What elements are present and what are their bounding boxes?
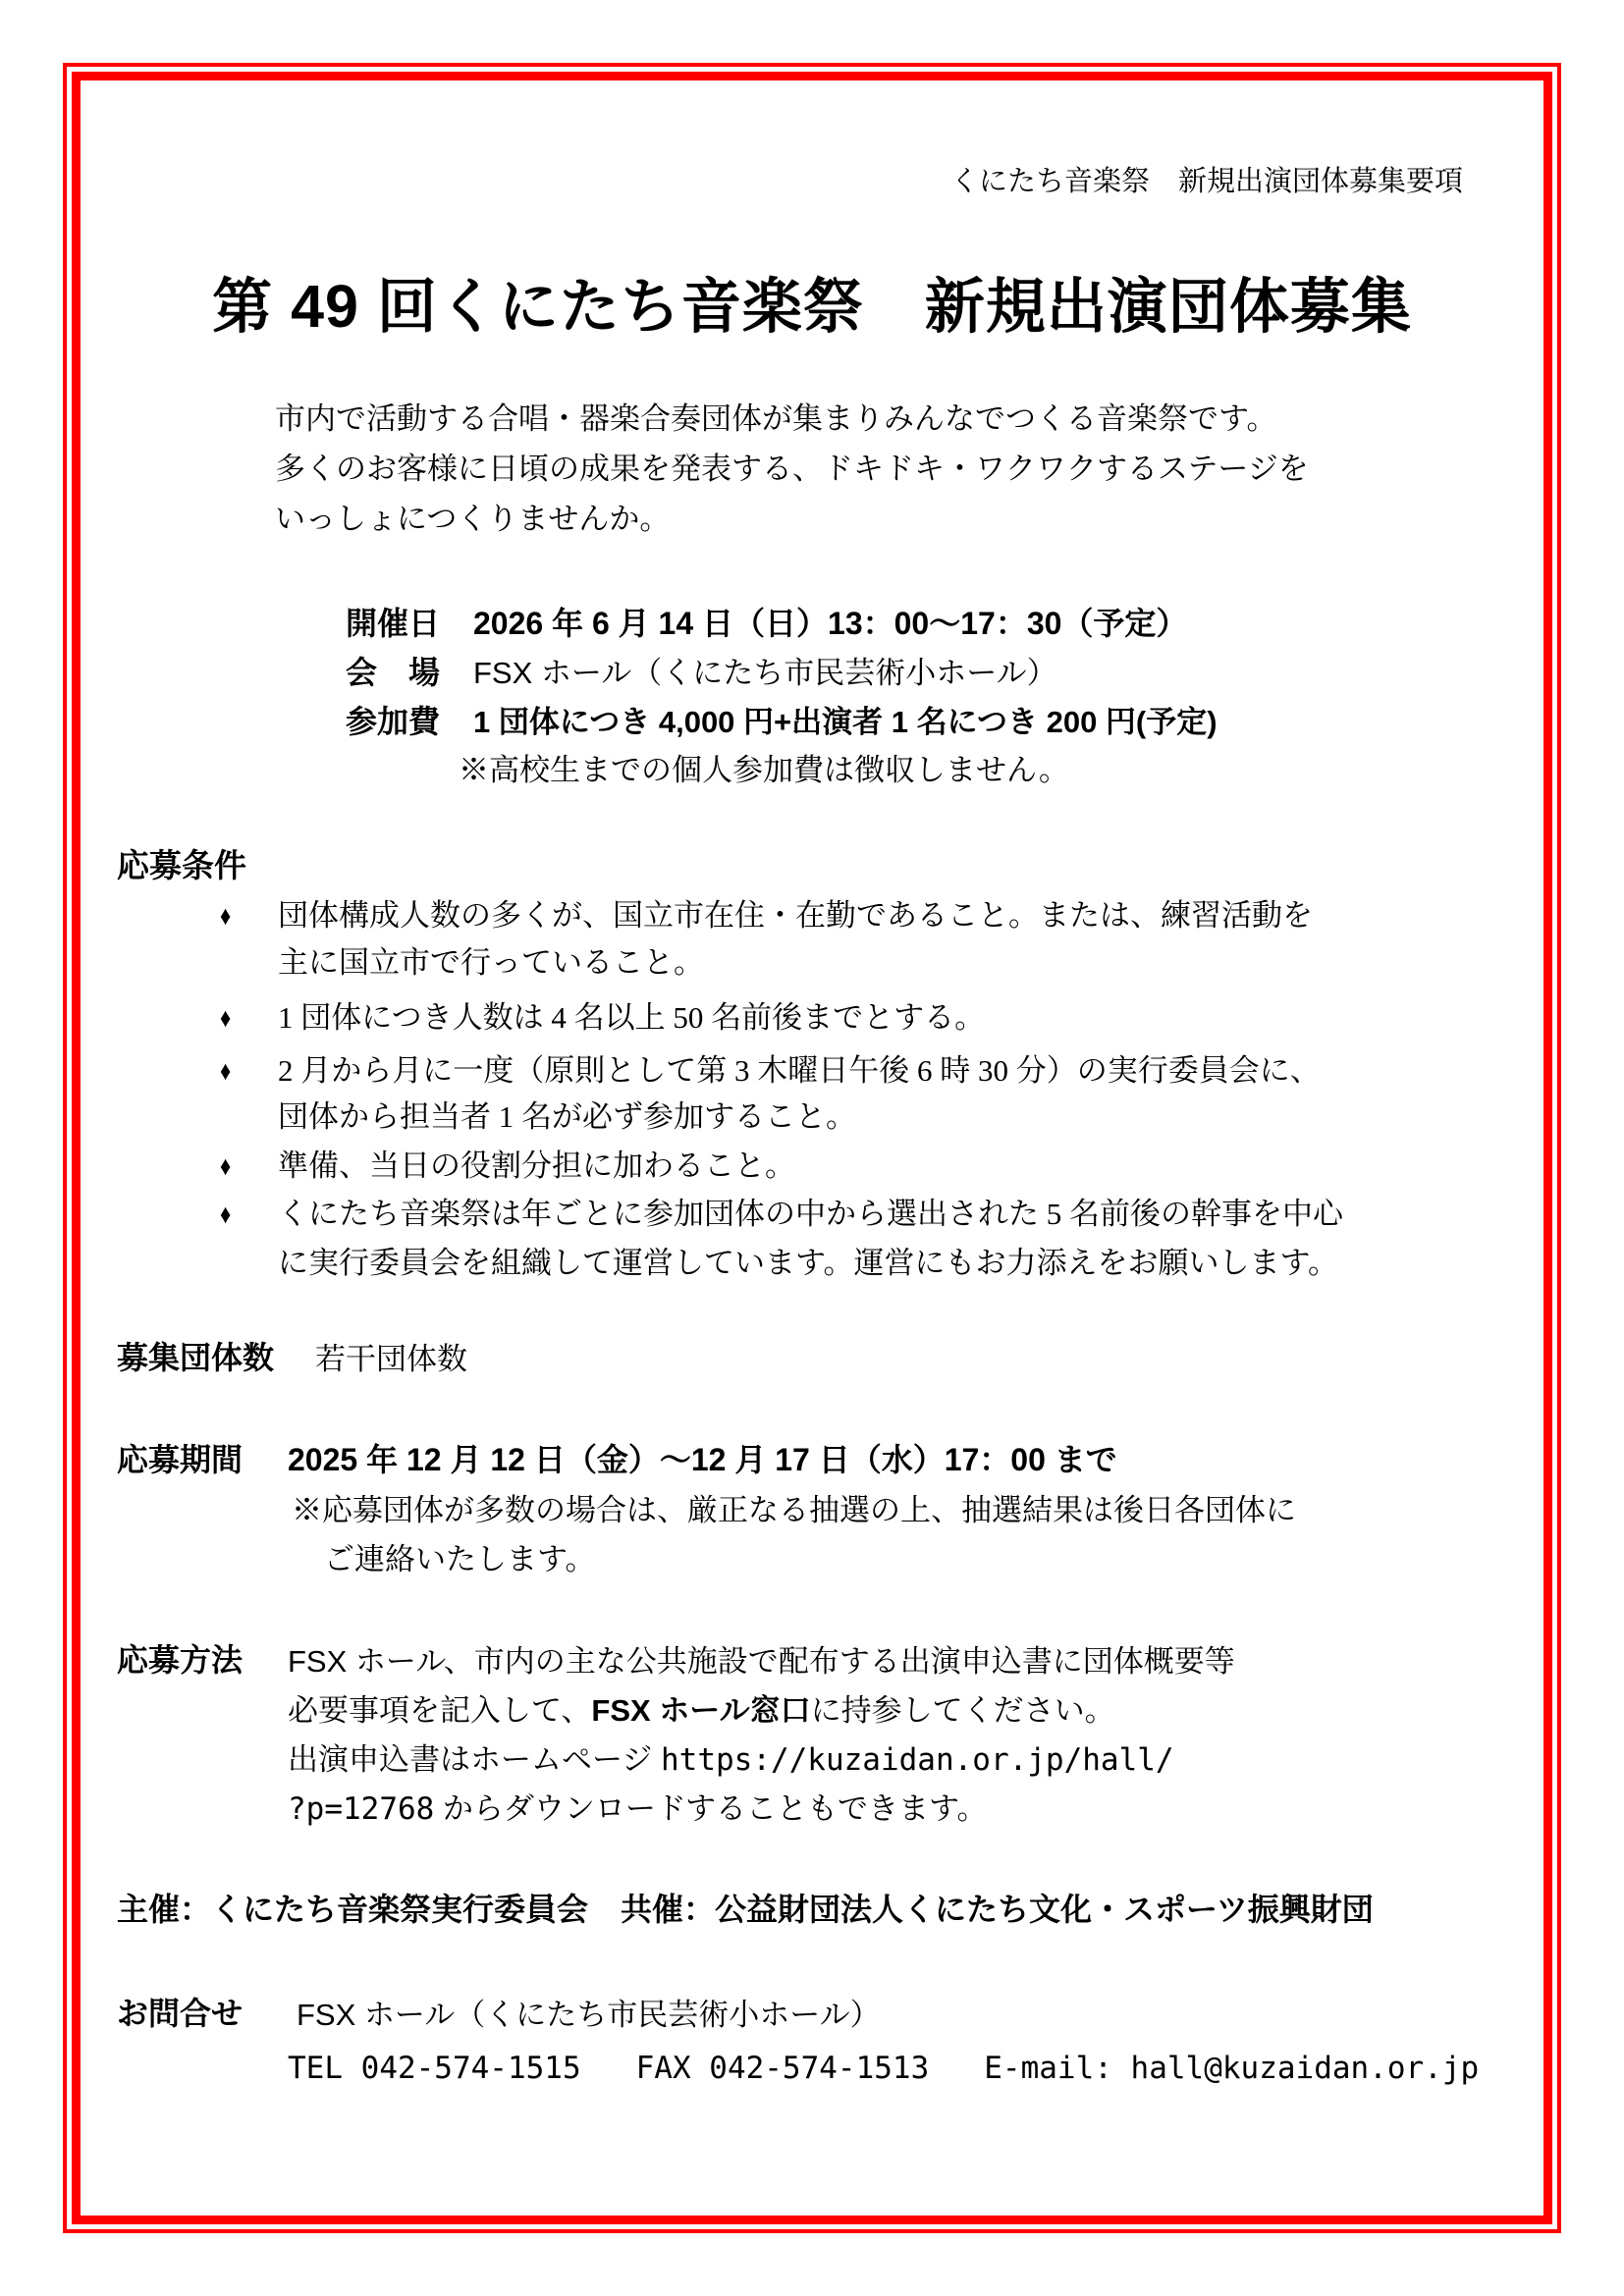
organizer-line bbox=[117, 1891, 1374, 1928]
contact-email: E-mail: hall@kuzaidan.or.jp bbox=[984, 2051, 1480, 2086]
period-note-line-2: ご連絡いたします。 bbox=[324, 1542, 596, 1576]
cohost-value: ：公益財団法人くにたち文化・スポーツ振興財団 bbox=[683, 1892, 1374, 1927]
contact-tel-line bbox=[288, 2050, 1479, 2087]
cohost-label: 共催 bbox=[621, 1892, 684, 1927]
period-label: 応募期間 bbox=[117, 1442, 244, 1477]
event-venue-label: 会 場 bbox=[346, 655, 441, 690]
condition-item-5-line-2: に実行委員会を組織して運営しています。運営にもお力添えをお願いします。 bbox=[278, 1246, 1339, 1280]
condition-item-3-line-2: 団体から担当者 1 名が必ず参加すること。 bbox=[278, 1099, 856, 1134]
event-date-label: 開催日 bbox=[346, 606, 441, 641]
condition-item-2-line-1: 1 団体につき人数は 4 名以上 50 名前後までとする。 bbox=[278, 1000, 986, 1035]
condition-item-4-line-1: 準備、当日の役割分担に加わること。 bbox=[278, 1148, 795, 1183]
event-venue-value: FSX ホール（くにたち市民芸術小ホール） bbox=[473, 656, 1057, 690]
recruit-count-label: 募集団体数 bbox=[117, 1340, 275, 1375]
condition-item-3-line-1: 2 月から月に一度（原則として第 3 木曜日午後 6 時 30 分）の実行委員会に、 bbox=[278, 1053, 1321, 1088]
contact-tel: TEL 042-574-1515 bbox=[288, 2051, 581, 2086]
method-line-2-bold: FSX ホール窓口 bbox=[591, 1693, 811, 1728]
page-title: 第 49 回くにたち音楽祭 新規出演団体募集 bbox=[212, 273, 1412, 340]
intro-line-2: 多くのお客様に日頃の成果を発表する、ドキドキ・ワクワクするステージを bbox=[275, 452, 1309, 486]
contact-label: お問合せ bbox=[117, 1996, 244, 2031]
contact-value: FSX ホール（くにたち市民芸術小ホール） bbox=[297, 1998, 881, 2032]
condition-item-1-line-2: 主に国立市で行っていること。 bbox=[278, 945, 704, 980]
method-url-query: ?p=12768 bbox=[288, 1791, 435, 1827]
conditions-heading: 応募条件 bbox=[117, 847, 246, 883]
condition-item-5-line-1: くにたち音楽祭は年ごとに参加団体の中から選出された 5 名前後の幹事を中心 bbox=[278, 1197, 1343, 1231]
event-fee-value: 1 団体につき 4,000 円+出演者 1 名につき 200 円(予定) bbox=[473, 705, 1218, 739]
contact-fax: FAX 042-574-1513 bbox=[635, 2051, 930, 2086]
bullet-icon: ♦ bbox=[220, 1054, 232, 1086]
method-line-2-pre: 必要事項を記入して、 bbox=[288, 1693, 592, 1728]
method-line-4-post: からダウンロードすることもできます。 bbox=[434, 1791, 988, 1826]
event-fee-label: 参加費 bbox=[346, 704, 441, 739]
host-value: ：くにたち音楽祭実行委員会 bbox=[180, 1892, 589, 1927]
method-line-1: FSX ホール、市内の主な公共施設で配布する出演申込書に団体概要等 bbox=[288, 1644, 1235, 1679]
method-line-3-pre: 出演申込書はホームページ bbox=[288, 1742, 661, 1777]
header-note: くにたち音楽祭 新規出演団体募集要項 bbox=[949, 166, 1463, 197]
method-label: 応募方法 bbox=[117, 1642, 244, 1678]
bullet-icon: ♦ bbox=[220, 1149, 232, 1181]
event-date-value: 2026 年 6 月 14 日（日）13：00～17：30（予定） bbox=[473, 606, 1188, 641]
intro-line-1: 市内で活動する合唱・器楽合奏団体が集まりみんなでつくる音楽祭です。 bbox=[275, 401, 1277, 436]
event-fee-note: ※高校生までの個人参加費は徴収しません。 bbox=[459, 753, 1069, 787]
bullet-icon: ♦ bbox=[220, 1198, 232, 1229]
method-line-3 bbox=[288, 1741, 1174, 1779]
host-label: 主催 bbox=[117, 1892, 181, 1927]
period-note-line-1: ※応募団体が多数の場合は、厳正なる抽選の上、抽選結果は後日各団体に bbox=[292, 1493, 1296, 1527]
method-line-4 bbox=[288, 1790, 988, 1828]
method-line-2 bbox=[288, 1692, 1115, 1729]
recruit-count-value: 若干団体数 bbox=[315, 1342, 467, 1376]
method-line-2-post: に持参してください。 bbox=[810, 1693, 1115, 1728]
bullet-icon: ♦ bbox=[220, 1001, 232, 1033]
period-value: 2025 年 12 月 12 日（金）～12 月 17 日（水）17：00 まで bbox=[288, 1442, 1117, 1477]
intro-line-3: いっしょにつくりませんか。 bbox=[275, 502, 671, 536]
method-url: https://kuzaidan.or.jp/hall/ bbox=[661, 1742, 1174, 1778]
condition-item-1-line-1: 団体構成人数の多くが、国立市在住・在勤であること。または、練習活動を bbox=[278, 898, 1313, 933]
bullet-icon: ♦ bbox=[220, 899, 232, 931]
